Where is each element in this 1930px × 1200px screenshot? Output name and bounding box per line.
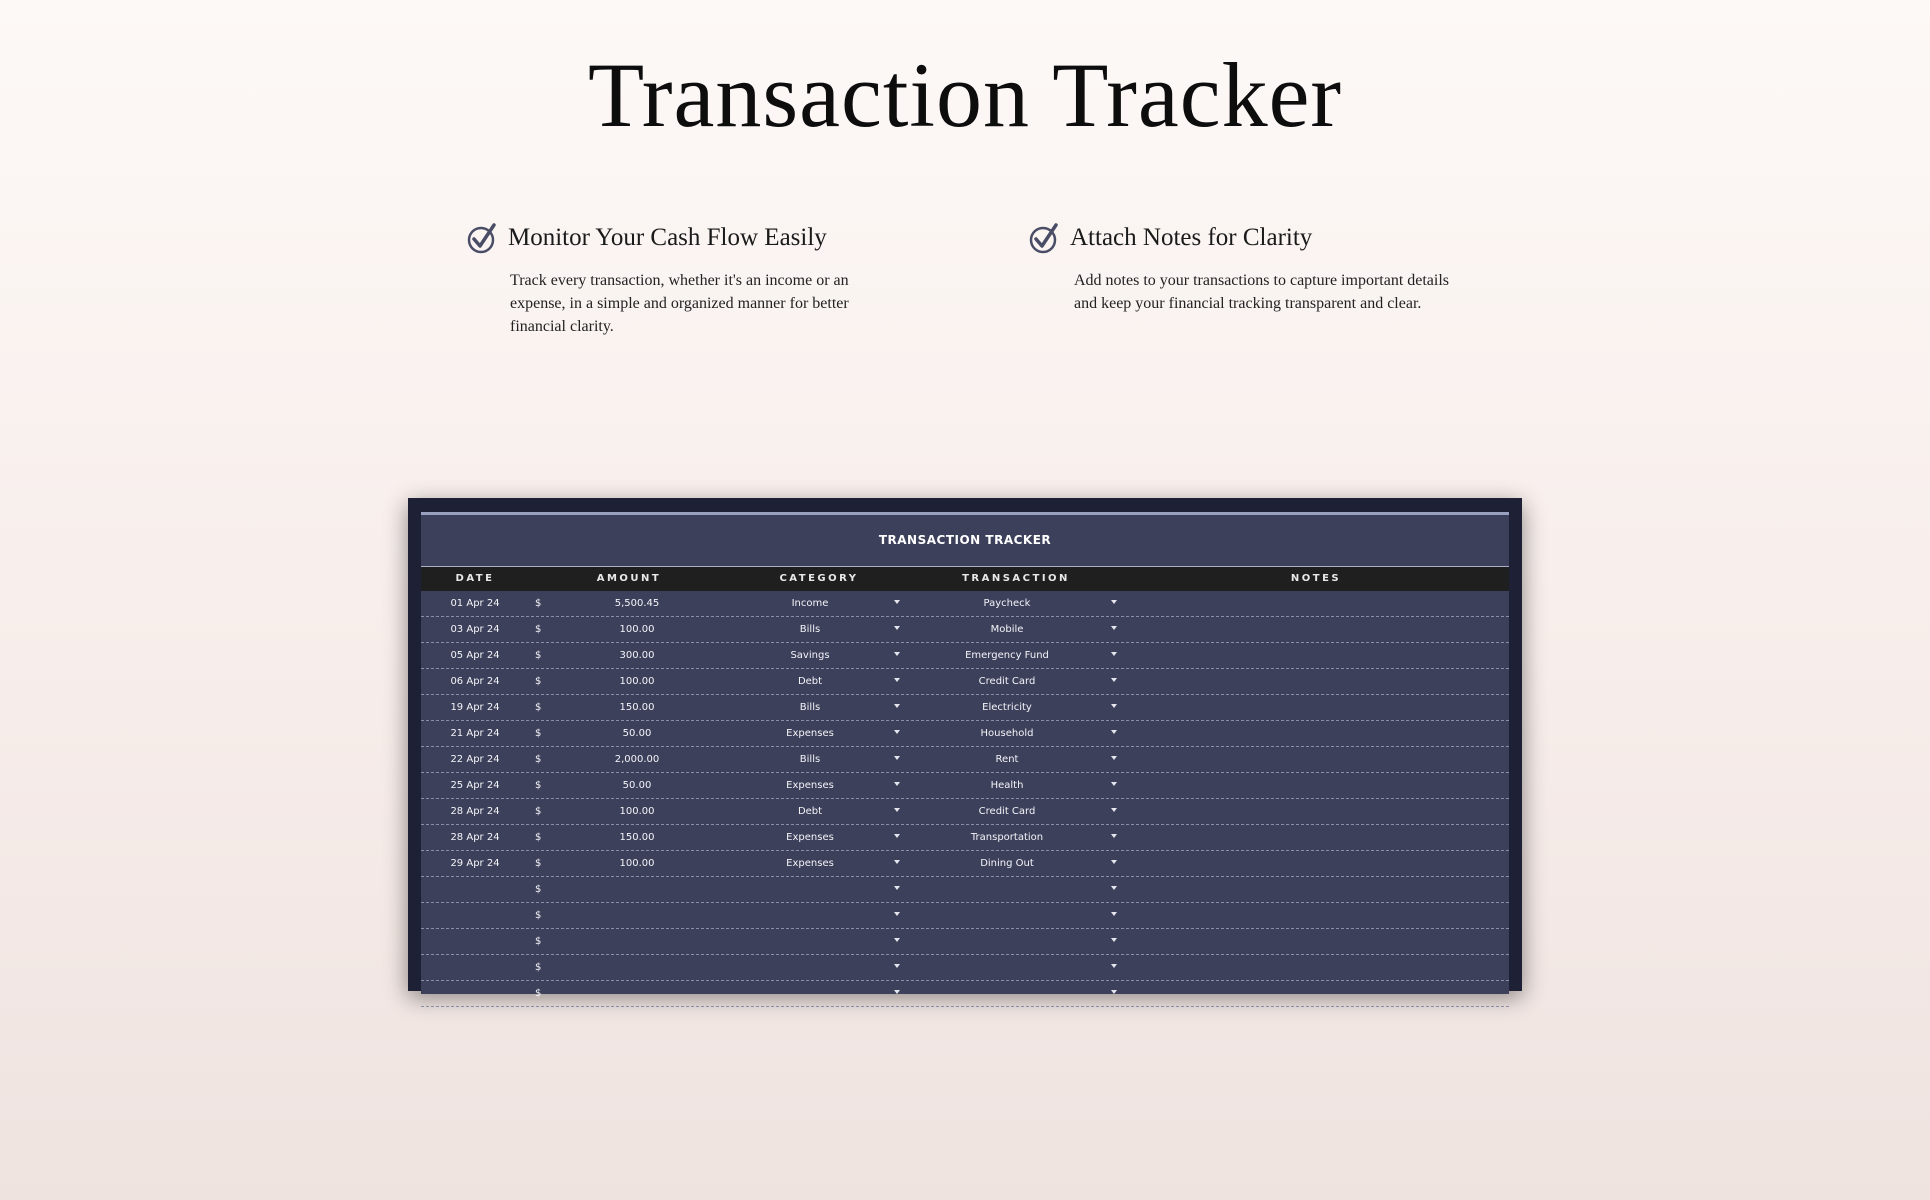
table-body (421, 591, 1509, 1007)
date-cell[interactable]: 06 Apr 24 (450, 676, 500, 687)
transaction-dropdown-arrow-icon[interactable] (1111, 591, 1117, 616)
transaction-cell[interactable]: Household (980, 728, 1034, 739)
transaction-cell[interactable]: Paycheck (983, 598, 1031, 609)
category-cell[interactable]: Bills (799, 624, 821, 635)
transaction-dropdown-arrow-icon[interactable] (1111, 669, 1117, 694)
transaction-cell[interactable]: Dining Out (980, 858, 1034, 869)
currency-symbol: $ (535, 936, 542, 947)
currency-symbol: $ (535, 650, 542, 661)
transaction-dropdown-arrow-icon[interactable] (1111, 617, 1117, 642)
amount-cell[interactable]: 2,000.00 (614, 754, 660, 765)
table-row (421, 721, 1509, 747)
spreadsheet-preview (408, 498, 1522, 999)
currency-symbol: $ (535, 910, 542, 921)
category-cell[interactable]: Expenses (786, 728, 834, 739)
date-cell[interactable]: 28 Apr 24 (450, 832, 500, 843)
currency-symbol: $ (535, 884, 542, 895)
currency-symbol: $ (535, 780, 542, 791)
transaction-cell[interactable]: Health (990, 780, 1024, 791)
transaction-cell[interactable]: Rent (995, 754, 1019, 765)
category-dropdown-arrow-icon[interactable] (894, 591, 900, 616)
transaction-cell[interactable]: Transportation (970, 832, 1044, 843)
table-row (421, 877, 1509, 903)
checkmark-circle-icon (1028, 222, 1060, 254)
feature-cash-flow (466, 222, 870, 338)
transaction-cell[interactable]: Credit Card (978, 676, 1036, 687)
amount-cell[interactable]: 150.00 (619, 702, 655, 713)
date-cell[interactable]: 03 Apr 24 (450, 624, 500, 635)
amount-cell[interactable]: 50.00 (622, 728, 652, 739)
table-row (421, 903, 1509, 929)
category-dropdown-arrow-icon[interactable] (894, 981, 900, 1006)
table-row (421, 851, 1509, 877)
amount-cell[interactable]: 100.00 (619, 806, 655, 817)
category-dropdown-arrow-icon[interactable] (894, 851, 900, 876)
amount-cell[interactable]: 300.00 (619, 650, 655, 661)
category-cell[interactable]: Income (791, 598, 829, 609)
feature-title: Attach Notes for Clarity (1070, 224, 1313, 251)
transaction-dropdown-arrow-icon[interactable] (1111, 955, 1117, 980)
category-cell[interactable]: Bills (799, 754, 821, 765)
page-title: Transaction Tracker (587, 44, 1343, 146)
transaction-dropdown-arrow-icon[interactable] (1111, 695, 1117, 720)
category-dropdown-arrow-icon[interactable] (894, 877, 900, 902)
transaction-dropdown-arrow-icon[interactable] (1111, 903, 1117, 928)
category-cell[interactable]: Debt (797, 806, 823, 817)
table-row (421, 669, 1509, 695)
category-dropdown-arrow-icon[interactable] (894, 799, 900, 824)
table-header (421, 567, 1509, 591)
transaction-cell[interactable]: Credit Card (978, 806, 1036, 817)
category-dropdown-arrow-icon[interactable] (894, 903, 900, 928)
currency-symbol: $ (535, 702, 542, 713)
date-cell[interactable]: 25 Apr 24 (450, 780, 500, 791)
table-title: TRANSACTION TRACKER (421, 515, 1509, 567)
table-row (421, 929, 1509, 955)
currency-symbol: $ (535, 832, 542, 843)
category-cell[interactable]: Savings (790, 650, 830, 661)
table-row (421, 773, 1509, 799)
transaction-dropdown-arrow-icon[interactable] (1111, 799, 1117, 824)
amount-cell[interactable]: 50.00 (622, 780, 652, 791)
date-cell[interactable]: 22 Apr 24 (450, 754, 500, 765)
currency-symbol: $ (535, 754, 542, 765)
transaction-dropdown-arrow-icon[interactable] (1111, 825, 1117, 850)
transaction-cell[interactable]: Emergency Fund (965, 650, 1049, 661)
feature-title: Monitor Your Cash Flow Easily (508, 224, 827, 251)
table-row (421, 591, 1509, 617)
date-cell[interactable]: 05 Apr 24 (450, 650, 500, 661)
amount-cell[interactable]: 150.00 (619, 832, 655, 843)
transaction-dropdown-arrow-icon[interactable] (1111, 877, 1117, 902)
category-dropdown-arrow-icon[interactable] (894, 617, 900, 642)
category-cell[interactable]: Debt (797, 676, 823, 687)
currency-symbol: $ (535, 988, 542, 999)
currency-symbol: $ (535, 806, 542, 817)
transaction-table (421, 512, 1509, 999)
transaction-dropdown-arrow-icon[interactable] (1111, 643, 1117, 668)
date-cell[interactable]: 29 Apr 24 (450, 858, 500, 869)
table-row (421, 799, 1509, 825)
category-dropdown-arrow-icon[interactable] (894, 695, 900, 720)
date-cell[interactable]: 19 Apr 24 (450, 702, 500, 713)
column-header-category: CATEGORY (779, 573, 859, 584)
table-row (421, 617, 1509, 643)
amount-cell[interactable]: 100.00 (619, 676, 655, 687)
table-row (421, 955, 1509, 981)
category-dropdown-arrow-icon[interactable] (894, 825, 900, 850)
table-row (421, 695, 1509, 721)
feature-description: Add notes to your transactions to capture important details and keep your financial tracking transparent and clear. (1074, 272, 1450, 312)
transaction-cell[interactable]: Electricity (982, 702, 1032, 713)
currency-symbol: $ (535, 962, 542, 973)
currency-symbol: $ (535, 858, 542, 869)
currency-symbol: $ (535, 598, 542, 609)
currency-symbol: $ (535, 728, 542, 739)
checkmark-circle-icon (466, 222, 498, 254)
category-dropdown-arrow-icon[interactable] (894, 721, 900, 746)
feature-notes (1028, 222, 1474, 315)
column-header-transaction: TRANSACTION (962, 573, 1070, 584)
transaction-dropdown-arrow-icon[interactable] (1111, 929, 1117, 954)
table-row (421, 747, 1509, 773)
category-dropdown-arrow-icon[interactable] (894, 669, 900, 694)
transaction-dropdown-arrow-icon[interactable] (1111, 747, 1117, 772)
currency-symbol: $ (535, 624, 542, 635)
column-header-date: DATE (455, 573, 495, 584)
table-row (421, 825, 1509, 851)
amount-cell[interactable]: 5,500.45 (614, 598, 660, 609)
currency-symbol: $ (535, 676, 542, 687)
feature-description: Track every transaction, whether it's an income or an expense, in a simple and organized manner for better financial clarity. (510, 272, 849, 335)
transaction-dropdown-arrow-icon[interactable] (1111, 721, 1117, 746)
category-cell[interactable]: Expenses (786, 780, 834, 791)
date-cell[interactable]: 21 Apr 24 (450, 728, 500, 739)
category-cell[interactable]: Expenses (786, 858, 834, 869)
column-header-notes: NOTES (1290, 573, 1342, 584)
date-cell[interactable]: 01 Apr 24 (450, 598, 500, 609)
transaction-dropdown-arrow-icon[interactable] (1111, 773, 1117, 798)
table-row (421, 981, 1509, 1007)
category-dropdown-arrow-icon[interactable] (894, 929, 900, 954)
category-dropdown-arrow-icon[interactable] (894, 773, 900, 798)
table-row (421, 643, 1509, 669)
category-cell[interactable]: Expenses (786, 832, 834, 843)
transaction-cell[interactable]: Mobile (990, 624, 1024, 635)
date-cell[interactable]: 28 Apr 24 (450, 806, 500, 817)
transaction-dropdown-arrow-icon[interactable] (1111, 851, 1117, 876)
category-dropdown-arrow-icon[interactable] (894, 747, 900, 772)
category-cell[interactable]: Bills (799, 702, 821, 713)
column-header-amount: AMOUNT (596, 573, 662, 584)
category-dropdown-arrow-icon[interactable] (894, 955, 900, 980)
amount-cell[interactable]: 100.00 (619, 624, 655, 635)
category-dropdown-arrow-icon[interactable] (894, 643, 900, 668)
transaction-dropdown-arrow-icon[interactable] (1111, 981, 1117, 1006)
amount-cell[interactable]: 100.00 (619, 858, 655, 869)
